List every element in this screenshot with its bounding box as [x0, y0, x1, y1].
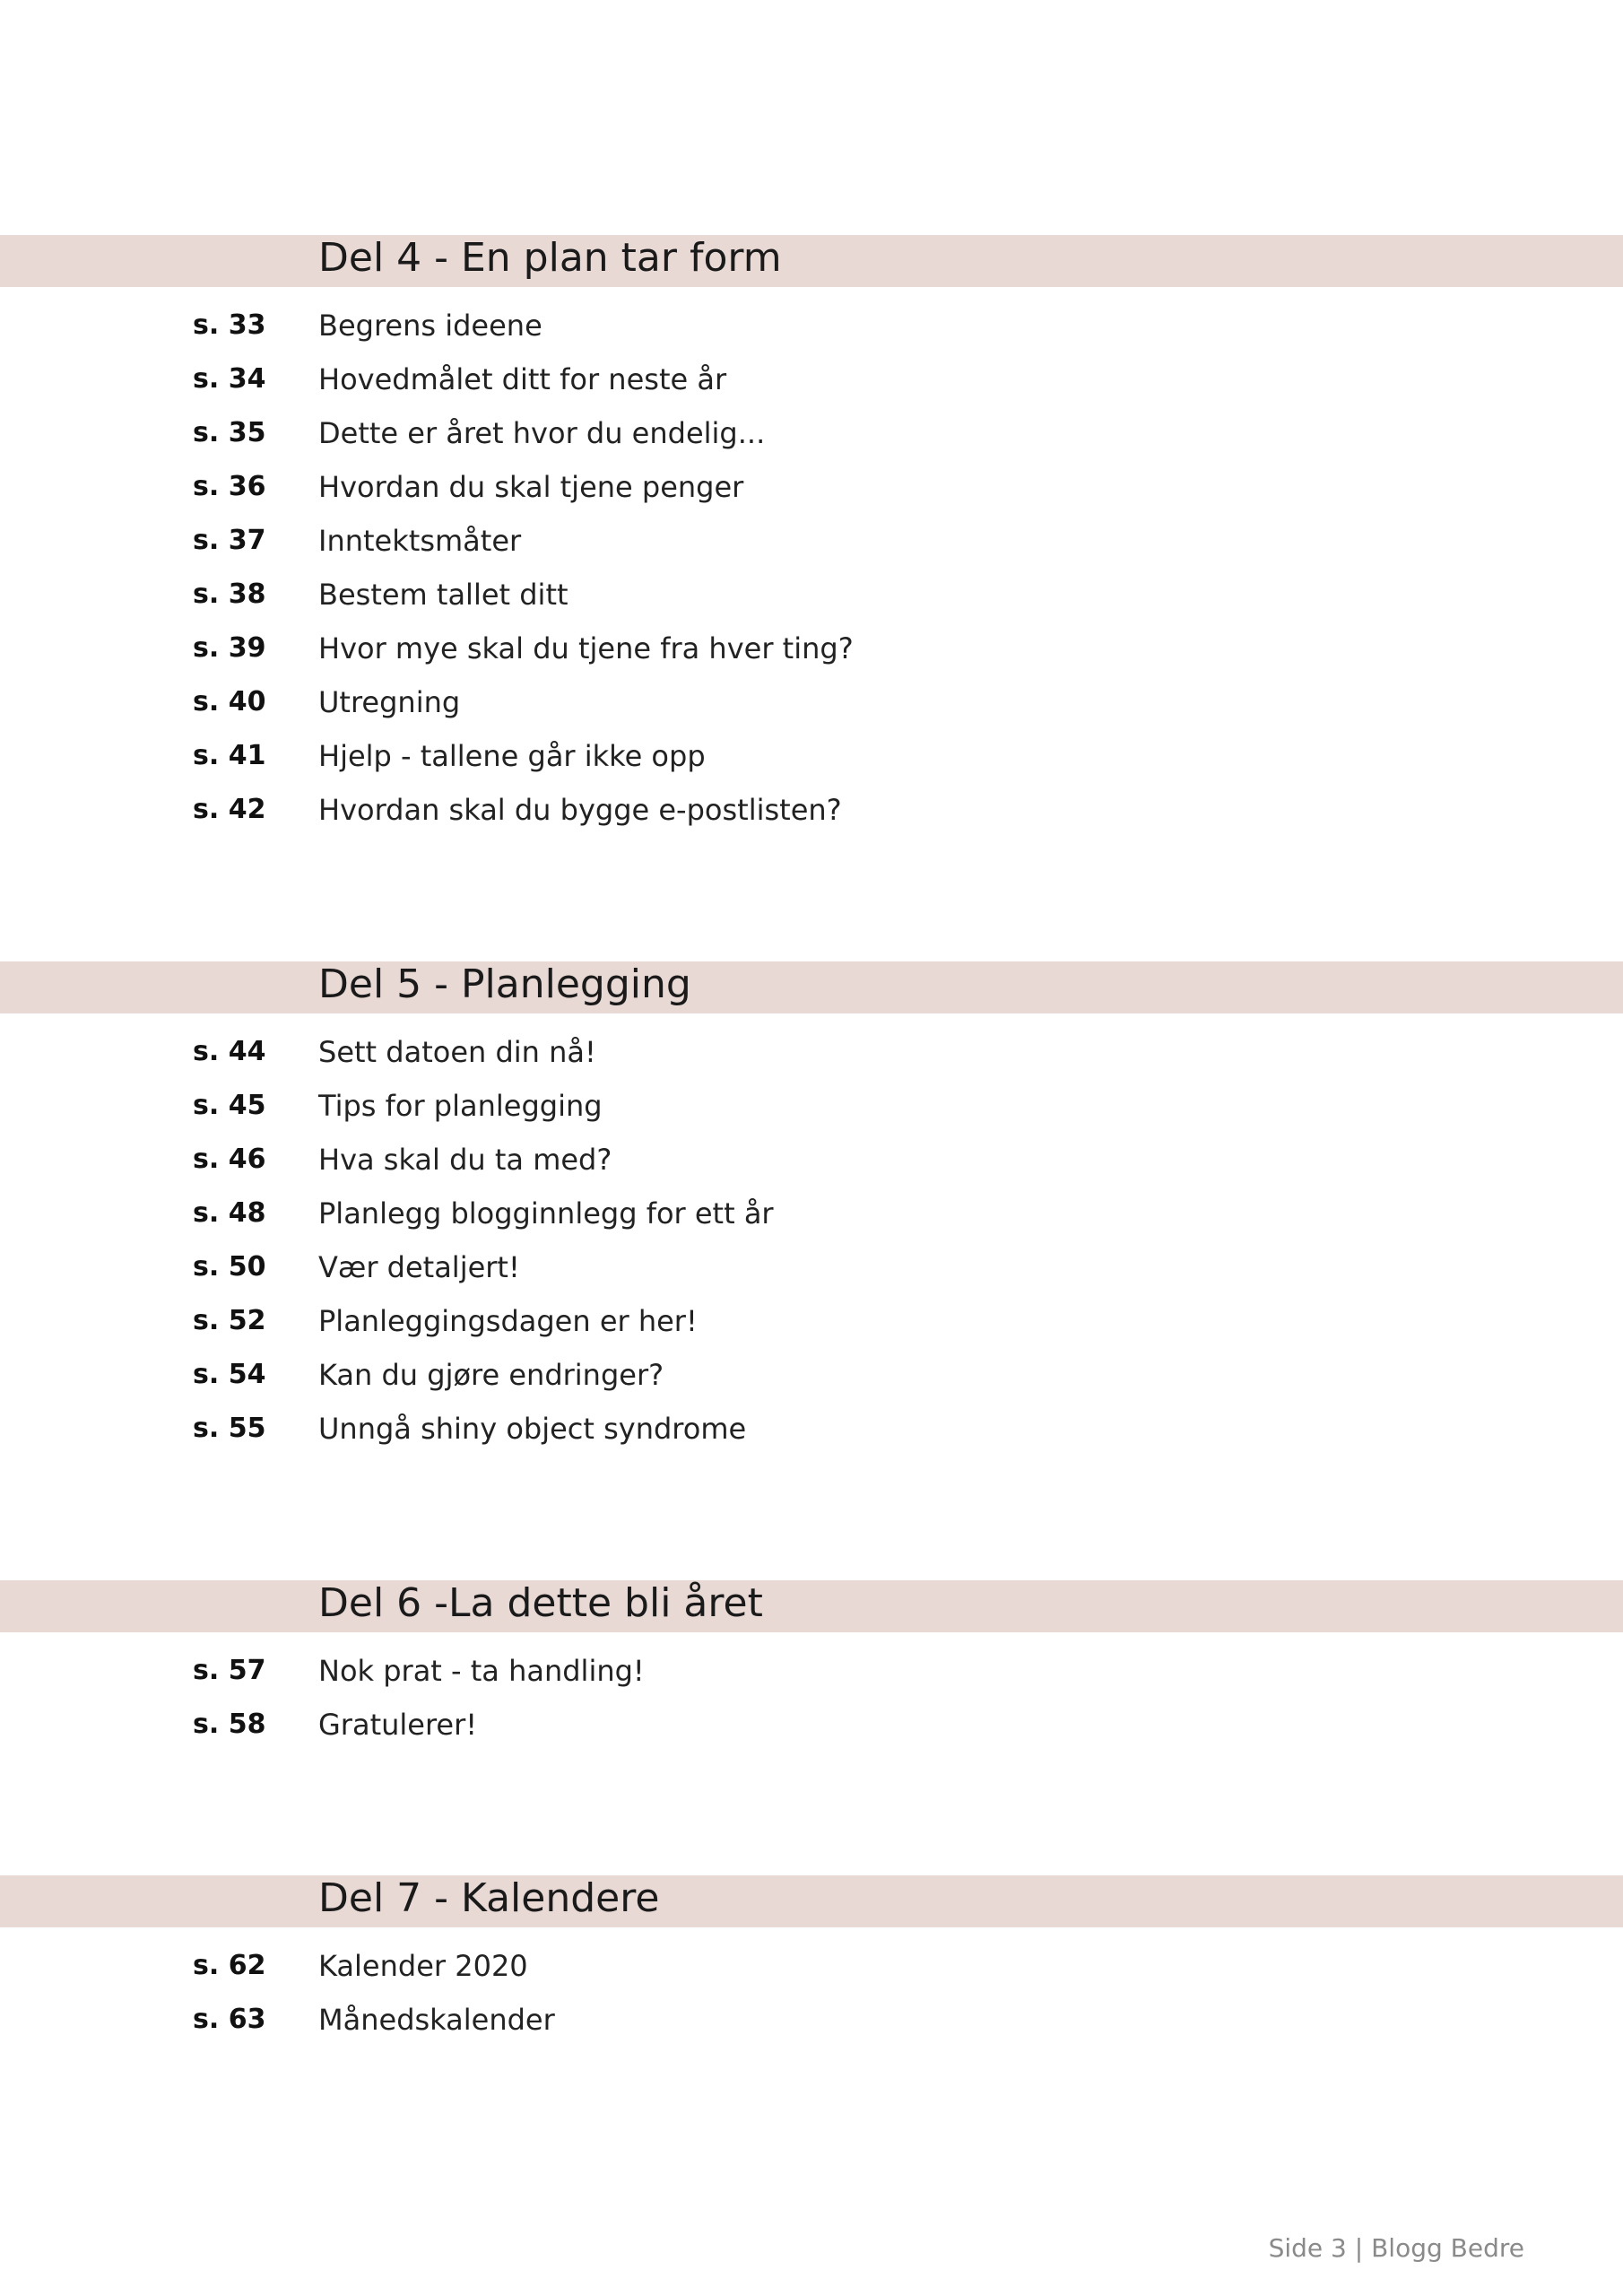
page-number: s. 37 — [193, 525, 266, 556]
toc-entry[interactable] — [0, 1949, 1623, 2003]
page-number: s. 55 — [193, 1413, 266, 1444]
toc-entry[interactable] — [0, 1708, 1623, 1761]
page-number: s. 63 — [193, 2004, 266, 2035]
toc-entry[interactable] — [0, 1654, 1623, 1708]
page-number: s. 54 — [193, 1359, 266, 1390]
page-number: s. 58 — [193, 1709, 266, 1740]
toc-entry[interactable] — [0, 1412, 1623, 1465]
section-band — [0, 235, 1623, 287]
page-number: s. 39 — [193, 632, 266, 664]
page-number: s. 35 — [193, 417, 266, 448]
entry-title: Bestem tallet ditt — [318, 578, 568, 612]
toc-entry[interactable] — [0, 362, 1623, 416]
toc-list — [0, 1035, 1623, 1465]
page-footer: Side 3 | Blogg Bedre — [1268, 2233, 1524, 2263]
entry-title: Kan du gjøre endringer? — [318, 1358, 664, 1392]
entry-title: Vær detaljert! — [318, 1250, 520, 1284]
page-number: s. 44 — [193, 1036, 266, 1067]
page-number: s. 34 — [193, 363, 266, 395]
page-number: s. 45 — [193, 1090, 266, 1121]
toc-entry[interactable] — [0, 631, 1623, 685]
toc-entry[interactable] — [0, 685, 1623, 739]
entry-title: Hvordan du skal tjene penger — [318, 470, 744, 504]
toc-entry[interactable] — [0, 1304, 1623, 1358]
entry-title: Kalender 2020 — [318, 1949, 528, 1983]
toc-entry[interactable] — [0, 1089, 1623, 1143]
toc-entry[interactable] — [0, 470, 1623, 524]
page-number: s. 62 — [193, 1950, 266, 1981]
toc-entry[interactable] — [0, 1143, 1623, 1196]
entry-title: Månedskalender — [318, 2003, 555, 2037]
toc-entry[interactable] — [0, 739, 1623, 793]
toc-entry[interactable] — [0, 1358, 1623, 1412]
entry-title: Begrens ideene — [318, 309, 542, 343]
page-number: s. 42 — [193, 794, 266, 825]
section-band — [0, 1580, 1623, 1632]
entry-title: Hvor mye skal du tjene fra hver ting? — [318, 631, 854, 665]
toc-list — [0, 1654, 1623, 1761]
entry-title: Nok prat - ta handling! — [318, 1654, 645, 1688]
entry-title: Utregning — [318, 685, 461, 719]
entry-title: Hvordan skal du bygge e-postlisten? — [318, 793, 842, 827]
toc-entry[interactable] — [0, 524, 1623, 578]
entry-title: Dette er året hvor du endelig... — [318, 416, 766, 450]
toc-list — [0, 1949, 1623, 2057]
toc-entry[interactable] — [0, 793, 1623, 847]
entry-title: Tips for planlegging — [318, 1089, 603, 1123]
entry-title: Hva skal du ta med? — [318, 1143, 612, 1177]
page-number: s. 46 — [193, 1144, 266, 1175]
entry-title: Inntektsmåter — [318, 524, 522, 558]
toc-entry[interactable] — [0, 1250, 1623, 1304]
section-title: Del 5 - Planlegging — [318, 961, 691, 1007]
section-title: Del 7 - Kalendere — [318, 1875, 660, 1921]
entry-title: Hovedmålet ditt for neste år — [318, 362, 727, 396]
entry-title: Unngå shiny object syndrome — [318, 1412, 747, 1446]
entry-title: Sett datoen din nå! — [318, 1035, 596, 1069]
section-band — [0, 1875, 1623, 1927]
toc-entry[interactable] — [0, 416, 1623, 470]
entry-title: Planleggingsdagen er her! — [318, 1304, 698, 1338]
page-number: s. 33 — [193, 309, 266, 341]
section-title: Del 4 - En plan tar form — [318, 235, 782, 281]
toc-entry[interactable] — [0, 1035, 1623, 1089]
page-number: s. 52 — [193, 1305, 266, 1336]
section-band — [0, 961, 1623, 1013]
toc-entry[interactable] — [0, 2003, 1623, 2057]
section-title: Del 6 -La dette bli året — [318, 1580, 763, 1626]
page-number: s. 36 — [193, 471, 266, 502]
toc-entry[interactable] — [0, 578, 1623, 631]
toc-entry[interactable] — [0, 1196, 1623, 1250]
page-number: s. 41 — [193, 740, 266, 771]
toc-entry[interactable] — [0, 309, 1623, 362]
entry-title: Hjelp - tallene går ikke opp — [318, 739, 706, 773]
page-number: s. 57 — [193, 1655, 266, 1686]
toc-list — [0, 309, 1623, 847]
page-number: s. 48 — [193, 1197, 266, 1229]
page-number: s. 50 — [193, 1251, 266, 1283]
page-number: s. 40 — [193, 686, 266, 718]
entry-title: Gratulerer! — [318, 1708, 478, 1742]
entry-title: Planlegg blogginnlegg for ett år — [318, 1196, 774, 1231]
page-number: s. 38 — [193, 578, 266, 610]
